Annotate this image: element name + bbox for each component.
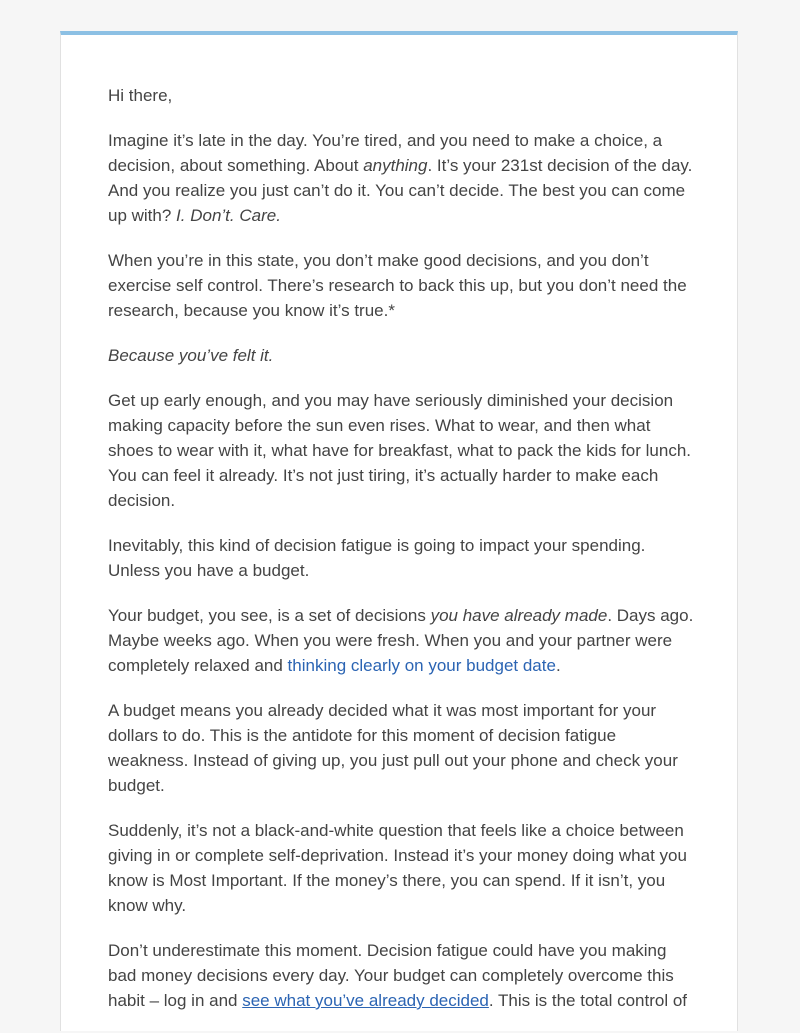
paragraph-inevitably: Inevitably, this kind of decision fatigue is going to impact your spending. Unless you have a budget. — [108, 536, 646, 580]
paragraph-imagine — [108, 128, 698, 228]
paragraph-felt-it — [108, 343, 698, 368]
text-run: Don’t underestimate this moment. Decision fatigue could have you making bad money decisions every day. Your budget can completely overcome this habit – log in and — [108, 941, 674, 1010]
email-body — [108, 83, 698, 1033]
greeting: Hi there, — [108, 86, 173, 105]
emphasis-anything: anything — [363, 156, 428, 175]
text-run: Imagine it’s late in the day. You’re tired, and you need to make a choice, a decision, about something. About — [108, 131, 663, 175]
paragraph-dont-underestimate — [108, 938, 698, 1013]
text-run: Your budget, you see, is a set of decisions — [108, 606, 431, 625]
text-run: . This is the total control of — [488, 991, 688, 1010]
paragraph-suddenly: Suddenly, it’s not a black-and-white question that feels like a choice between giving in or complete self-deprivation. Instead it’s your money doing what you know is Most Important. If the money’s there, you can spend. If it isn’t, you know why. — [108, 821, 687, 915]
text-run: . It’s your 231st decision of the day. And you realize you just can’t do it. You can’t decide. The best you can come up with? — [108, 156, 693, 225]
emphasis-felt-it: Because you’ve felt it. — [108, 346, 274, 365]
paragraph-state: When you’re in this state, you don’t make good decisions, and you don’t exercise self control. There’s research to back this up, but you don’t need the research, because you know it’s true.* — [108, 251, 687, 320]
budget-date-link[interactable]: thinking clearly on your budget date — [287, 656, 556, 675]
email-card — [60, 31, 738, 1031]
emphasis-dont-care: I. Don’t. Care. — [176, 206, 281, 225]
paragraph-budget-means: A budget means you already decided what it was most important for your dollars to do. This is the antidote for this moment of decision fatigue weakness. Instead of giving up, you just pull out your phone and check your budget. — [108, 701, 678, 795]
text-run: . Days ago. Maybe weeks ago. When you were fresh. When you and your partner were completely relaxed and — [108, 606, 694, 675]
already-decided-link[interactable]: see what you’ve already decided — [242, 991, 489, 1010]
paragraph-get-up: Get up early enough, and you may have seriously diminished your decision making capacity before the sun even rises. What to wear, and then what shoes to wear with it, what have for breakfast, what to pack the kids for lunch. You can feel it already. It’s not just tiring, it’s actually harder to make each decision. — [108, 391, 692, 510]
paragraph-your-budget — [108, 603, 698, 678]
text-run: . — [555, 656, 561, 675]
emphasis-already-made: you have already made — [430, 606, 608, 625]
